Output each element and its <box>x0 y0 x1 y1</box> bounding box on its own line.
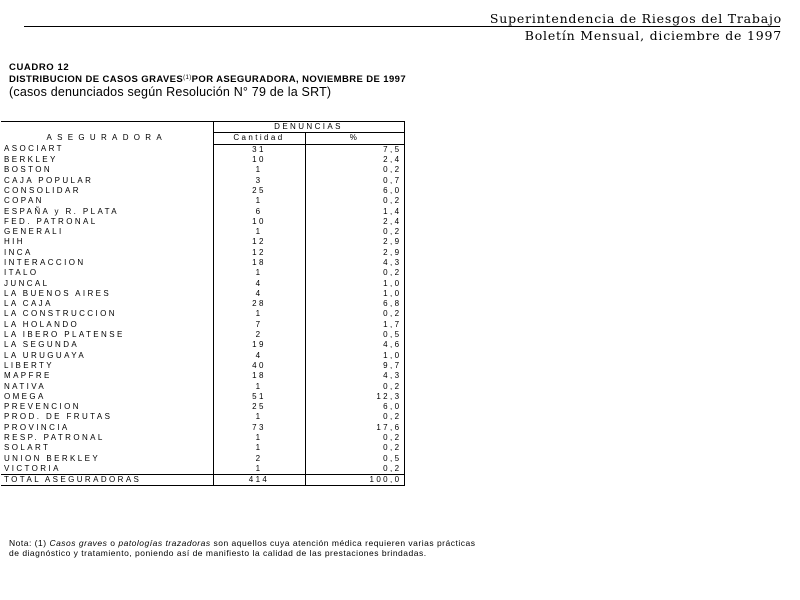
insurer-name: RESP. PATRONAL <box>4 433 105 443</box>
case-percent: 6,0 <box>305 186 404 196</box>
table-row <box>1 412 404 422</box>
table-body <box>1 144 404 475</box>
table-row <box>1 464 404 475</box>
insurer-cases-table <box>1 121 405 486</box>
table-row <box>1 423 404 433</box>
denuncias-header: DENUNCIAS <box>213 122 404 133</box>
case-percent: 7,5 <box>305 144 404 155</box>
case-percent: 2,9 <box>305 248 404 258</box>
case-count: 19 <box>213 340 305 350</box>
case-count: 1 <box>213 165 305 175</box>
table-row <box>1 206 404 216</box>
case-percent: 1,0 <box>305 278 404 288</box>
insurer-name: ESPAÑA y R. PLATA <box>4 206 120 216</box>
total-percent: 100,0 <box>305 475 404 486</box>
case-percent: 0,2 <box>305 227 404 237</box>
case-count: 1 <box>213 433 305 443</box>
table-row <box>1 392 404 402</box>
case-count: 18 <box>213 258 305 268</box>
case-count: 1 <box>213 268 305 278</box>
case-count: 10 <box>213 155 305 165</box>
table-row <box>1 278 404 288</box>
insurer-name: LA HOLANDO <box>4 319 80 329</box>
case-percent: 0,2 <box>305 196 404 206</box>
case-count: 1 <box>213 412 305 422</box>
case-percent: 2,4 <box>305 155 404 165</box>
table-number: CUADRO 12 <box>9 62 70 73</box>
case-percent: 17,6 <box>305 423 404 433</box>
insurer-name: CAJA POPULAR <box>4 175 94 185</box>
insurer-name: GENERALI <box>4 227 64 237</box>
table-row <box>1 175 404 185</box>
insurer-name: INCA <box>4 247 33 257</box>
table-title-part1: DISTRIBUCION DE CASOS GRAVES <box>9 74 184 85</box>
aseguradora-header: ASEGURADORA <box>46 133 168 143</box>
table-row <box>1 289 404 299</box>
table-title <box>9 73 406 85</box>
case-percent: 0,7 <box>305 175 404 185</box>
case-count: 3 <box>213 175 305 185</box>
table-row <box>1 320 404 330</box>
insurer-name: LA CONSTRUCCION <box>4 309 117 319</box>
footnote <box>9 538 479 559</box>
footnote-text: son aquellos cuya atención médica requieren varias prácticas de diagnóstico y tratamiento, poniendo así de manifiesto la calidad de las prestaciones brindadas. <box>9 538 476 559</box>
table-row <box>1 381 404 391</box>
table-row <box>1 443 404 453</box>
insurer-name: BERKLEY <box>4 155 58 165</box>
insurer-name: LA IBERO PLATENSE <box>4 330 125 340</box>
case-percent: 4,3 <box>305 371 404 381</box>
case-count: 12 <box>213 248 305 258</box>
case-count: 4 <box>213 351 305 361</box>
insurer-name: VICTORIA <box>4 463 61 473</box>
case-percent: 0,2 <box>305 433 404 443</box>
table-row <box>1 155 404 165</box>
table-row <box>1 340 404 350</box>
case-percent: 0,5 <box>305 330 404 340</box>
case-percent: 0,2 <box>305 412 404 422</box>
case-percent: 4,3 <box>305 258 404 268</box>
insurer-name: SOLART <box>4 443 51 453</box>
insurer-name: JUNCAL <box>4 278 50 288</box>
table-row <box>1 217 404 227</box>
insurer-name: NATIVA <box>4 381 47 391</box>
table-row <box>1 371 404 381</box>
footnote-ref: (1) <box>183 75 192 81</box>
insurer-name: PROVINCIA <box>4 422 70 432</box>
insurer-name: INTERACCION <box>4 258 86 267</box>
case-percent: 2,4 <box>305 217 404 227</box>
case-percent: 9,7 <box>305 361 404 371</box>
case-percent: 0,5 <box>305 454 404 464</box>
case-percent: 0,2 <box>305 381 404 391</box>
case-count: 73 <box>213 423 305 433</box>
cantidad-header: Cantidad <box>213 133 305 144</box>
insurer-name: PROD. DE FRUTAS <box>4 412 113 422</box>
table-row <box>1 351 404 361</box>
case-percent: 1,7 <box>305 320 404 330</box>
case-count: 4 <box>213 289 305 299</box>
insurer-name: LA CAJA <box>4 299 53 309</box>
bulletin-title: Boletín Mensual, diciembre de 1997 <box>524 28 782 43</box>
case-count: 1 <box>213 227 305 237</box>
table-row <box>1 402 404 412</box>
total-label: TOTAL ASEGURADORAS <box>1 475 213 486</box>
table-row <box>1 237 404 247</box>
table-row <box>1 258 404 268</box>
case-percent: 0,2 <box>305 464 404 475</box>
case-percent: 12,3 <box>305 392 404 402</box>
insurer-name: MAPFRE <box>4 371 52 381</box>
table-row <box>1 248 404 258</box>
case-count: 7 <box>213 320 305 330</box>
case-percent: 2,9 <box>305 237 404 247</box>
insurer-name: CONSOLIDAR <box>4 185 81 195</box>
table-row <box>1 165 404 175</box>
case-count: 1 <box>213 196 305 206</box>
insurer-name: BOSTON <box>4 165 53 175</box>
insurer-name: LA BUENOS AIRES <box>4 288 112 298</box>
column-header-row <box>1 133 404 144</box>
table-subtitle: (casos denunciados según Resolución N° 79 de la SRT) <box>9 85 332 99</box>
header-rule <box>24 26 780 27</box>
case-count: 6 <box>213 206 305 216</box>
percent-header: % <box>305 133 404 144</box>
case-count: 1 <box>213 464 305 475</box>
table-row <box>1 361 404 371</box>
footnote-term-1: Casos graves <box>49 538 108 548</box>
case-count: 1 <box>213 443 305 453</box>
organization-name: Superintendencia de Riesgos del Trabajo <box>489 11 782 26</box>
case-count: 4 <box>213 278 305 288</box>
total-row <box>1 475 404 486</box>
case-percent: 0,2 <box>305 268 404 278</box>
case-count: 18 <box>213 371 305 381</box>
case-count: 12 <box>213 237 305 247</box>
insurer-name: COPAN <box>4 196 44 206</box>
table-row <box>1 454 404 464</box>
case-count: 51 <box>213 392 305 402</box>
footnote-prefix: Nota: (1) <box>9 538 50 548</box>
insurer-name: UNION BERKLEY <box>4 453 101 463</box>
case-count: 10 <box>213 217 305 227</box>
total-cantidad: 414 <box>213 475 305 486</box>
case-percent: 0,2 <box>305 309 404 319</box>
case-percent: 1,0 <box>305 289 404 299</box>
group-header-row <box>1 122 404 133</box>
case-percent: 1,4 <box>305 206 404 216</box>
footnote-term-2: patologías trazadoras <box>118 538 211 548</box>
header-empty-cell <box>1 122 213 133</box>
insurer-name: LIBERTY <box>4 360 54 370</box>
case-percent: 1,0 <box>305 351 404 361</box>
case-percent: 6,8 <box>305 299 404 309</box>
case-percent: 6,0 <box>305 402 404 412</box>
case-count: 2 <box>213 454 305 464</box>
footnote-connector: o <box>107 538 119 548</box>
insurer-name: OMEGA <box>4 391 46 401</box>
insurer-name: PREVENCION <box>4 402 81 412</box>
case-percent: 0,2 <box>305 165 404 175</box>
insurer-name: ITALO <box>4 268 39 278</box>
insurer-name: HIH <box>4 237 25 247</box>
table-row <box>1 186 404 196</box>
table-row <box>1 144 404 155</box>
table-row <box>1 433 404 443</box>
table-row <box>1 268 404 278</box>
case-percent: 4,6 <box>305 340 404 350</box>
case-count: 1 <box>213 309 305 319</box>
insurer-name: ASOCIART <box>4 144 64 154</box>
insurer-name: FED. PATRONAL <box>4 216 98 226</box>
insurer-name: LA URUGUAYA <box>4 350 87 360</box>
case-count: 2 <box>213 330 305 340</box>
case-count: 25 <box>213 402 305 412</box>
table-row <box>1 330 404 340</box>
case-percent: 0,2 <box>305 443 404 453</box>
table-row <box>1 299 404 309</box>
case-count: 40 <box>213 361 305 371</box>
case-count: 28 <box>213 299 305 309</box>
case-count: 25 <box>213 186 305 196</box>
table-row <box>1 196 404 206</box>
table-row <box>1 227 404 237</box>
table-row <box>1 309 404 319</box>
case-count: 1 <box>213 381 305 391</box>
table-title-part2: POR ASEGURADORA, NOVIEMBRE DE 1997 <box>191 74 407 85</box>
case-count: 31 <box>213 144 305 155</box>
insurer-name: LA SEGUNDA <box>4 340 80 350</box>
